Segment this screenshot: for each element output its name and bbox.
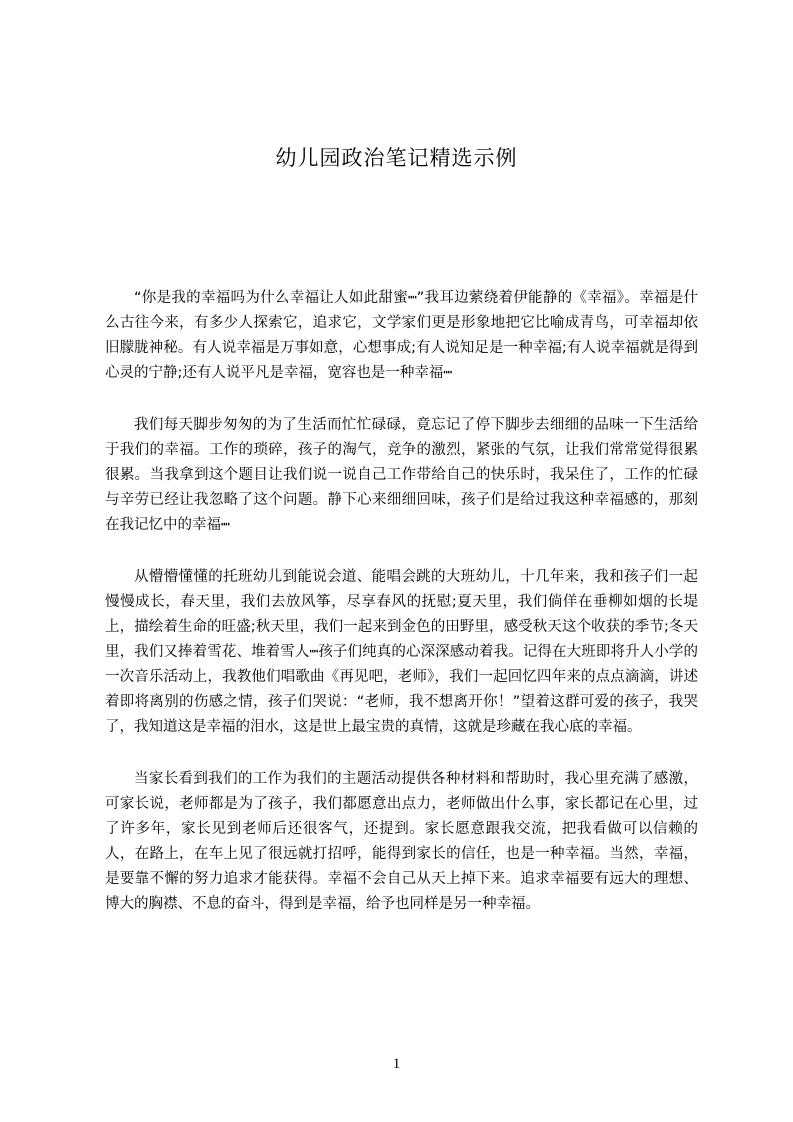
paragraph-4: 当家长看到我们的工作为我们的主题活动提供各种材料和帮助时，我心里充满了感激，可家长说，老师都是为了孩子，我们都愿意出点力，老师做出什么事，家长都记在心里，过了许多年，家长见到老师后还很客气，还提到。家长愿意跟我交流，把我看做可以信赖的人，在路上，在车上见了很远就打招呼，能得到家长的信任，也是一种幸福。当然，幸福，是要靠不懈的努力追求才能获得。幸福不会自己从天上掉下来。追求幸福要有远大的理想、博大的胸襟、不息的奋斗，得到是幸福，给予也同样是另一种幸福。 [105,771,698,912]
paragraph-3: 从懵懵懂懂的托班幼儿到能说会道、能唱会跳的大班幼儿，十几年来，我和孩子们一起慢慢成长，春天里，我们去放风筝，尽享春风的抚慰;夏天里，我们倘佯在垂柳如烟的长堤上，描绘着生命的旺盛;秋天里，我们一起来到金色的田野里，感受秋天这个收获的季节;冬天里，我们又捧着雪花、堆着雪人┉孩子们纯真的心深深感动着我。记得在大班即将升人小学的一次音乐活动上，我教他们唱歌曲《再见吧，老师》，我们一起回忆四年来的点点滴滴，讲述着即将离别的伤感之情，孩子们哭说：“老师，我不想离开你！”望着这群可爱的孩子，我哭了，我知道这是幸福的泪水，这是世上最宝贵的真情，这就是珍藏在我心底的幸福。 [105,569,698,735]
paragraph-1: “你是我的幸福吗为什么幸福让人如此甜蜜┉”我耳边萦绕着伊能静的《幸福》。幸福是什么古往今来，有多少人探索它，追求它，文学家们更是形象地把它比喻成青鸟，可幸福却依旧朦胧神秘。有人说幸福是万事如意，心想事成;有人说知足是一种幸福;有人说幸福就是得到心灵的宁静;还有人说平凡是幸福，宽容也是一种幸福┉ [105,290,698,381]
page-number: 1 [392,1056,401,1072]
document-title: 幼儿园政治笔记精选示例 [275,146,518,170]
paragraph-2: 我们每天脚步匆匆的为了生活而忙忙碌碌，竟忘记了停下脚步去细细的品味一下生活给于我们的幸福。工作的琐碎，孩子的淘气，竞争的激烈，紧张的气氛，让我们常常觉得很累很累。当我拿到这个题目让我们说一说自己工作带给自己的快乐时，我呆住了，工作的忙碌与辛劳已经让我忽略了这个问题。静下心来细细回味，孩子们是给过我这种幸福感的，那刻在我记忆中的幸福┉ [105,417,698,533]
document-body [105,286,698,944]
